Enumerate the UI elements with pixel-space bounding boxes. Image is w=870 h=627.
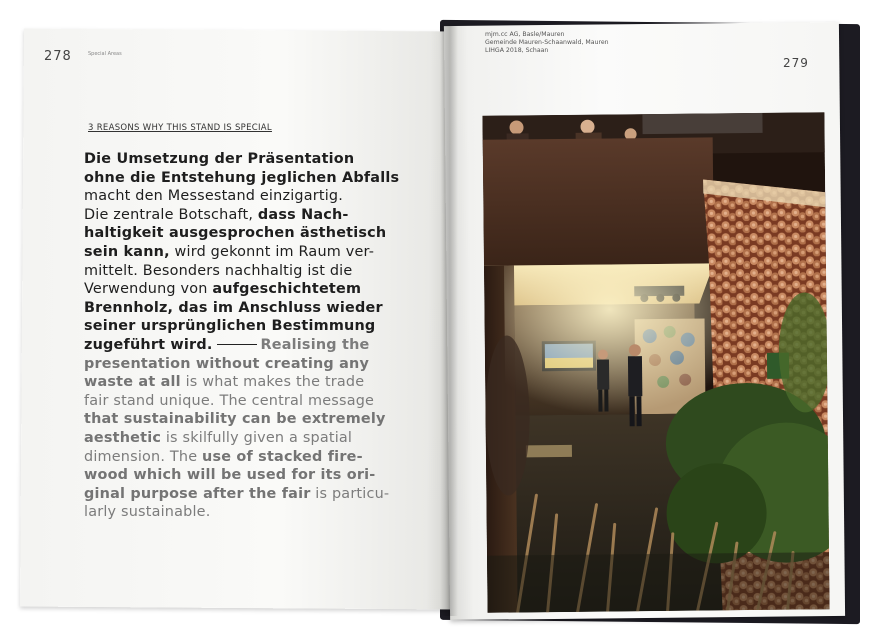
article-body bbox=[84, 150, 399, 522]
german-text: wird gekonnt im Raum ver- bbox=[169, 243, 375, 260]
book-gutter bbox=[440, 26, 458, 616]
english-text: is skilfully given a spatial bbox=[161, 429, 353, 446]
reasons-heading: 3 REASONS WHY THIS STAND IS SPECIAL bbox=[88, 123, 272, 133]
english-text: is what makes the trade bbox=[180, 374, 365, 391]
section-label: Special Areas bbox=[88, 51, 122, 57]
german-text: Verwendung von bbox=[84, 281, 213, 298]
page-number-left: 278 bbox=[44, 49, 72, 64]
english-text: is particu- bbox=[310, 485, 390, 502]
german-text: aufgeschichtetem bbox=[212, 281, 362, 298]
english-text: aesthetic bbox=[84, 429, 162, 446]
german-text: zugeführt wird. bbox=[84, 336, 213, 353]
credit-line: Gemeinde Mauren-Schaanwald, Mauren bbox=[485, 39, 609, 46]
german-text: macht den Messestand einzigartig. bbox=[84, 188, 344, 205]
english-text: use of stacked fire- bbox=[202, 448, 363, 465]
english-text: larly sustainable. bbox=[84, 504, 211, 521]
german-text: Die zentrale Botschaft, bbox=[84, 206, 258, 223]
language-divider bbox=[217, 344, 257, 345]
exhibition-stand-photo bbox=[482, 112, 829, 613]
german-text: sein kann, bbox=[84, 243, 170, 260]
german-text: ohne die Entstehung jeglichen Abfalls bbox=[84, 169, 400, 186]
english-text: presentation without creating any bbox=[84, 355, 370, 372]
german-text: seiner ursprünglichen Bestimmung bbox=[84, 318, 376, 335]
english-text: wood which will be used for its ori- bbox=[84, 467, 376, 484]
photo-credits bbox=[485, 31, 609, 55]
english-text: dimension. The bbox=[84, 448, 203, 465]
english-text: that sustainability can be extremely bbox=[84, 411, 386, 428]
german-text: haltigkeit ausgesprochen ästhetisch bbox=[84, 225, 387, 242]
english-text: waste at all bbox=[84, 374, 181, 391]
credit-line: mjm.cc AG, Basle/Mauren bbox=[485, 31, 565, 38]
german-text: Brennholz, das im Anschluss wieder bbox=[84, 299, 383, 316]
english-text: Realising the bbox=[260, 336, 370, 353]
page-number-right: 279 bbox=[783, 56, 809, 70]
english-text: ginal purpose after the fair bbox=[84, 485, 311, 502]
german-text: Die Umsetzung der Präsentation bbox=[84, 151, 355, 167]
english-text: fair stand unique. The central message bbox=[84, 392, 375, 409]
stand-photo-illustration bbox=[482, 112, 829, 613]
credit-line: LIHGA 2018, Schaan bbox=[485, 47, 549, 54]
german-text: dass Nach- bbox=[257, 206, 349, 223]
german-text: mittelt. Besonders nachhaltig ist die bbox=[84, 262, 353, 279]
